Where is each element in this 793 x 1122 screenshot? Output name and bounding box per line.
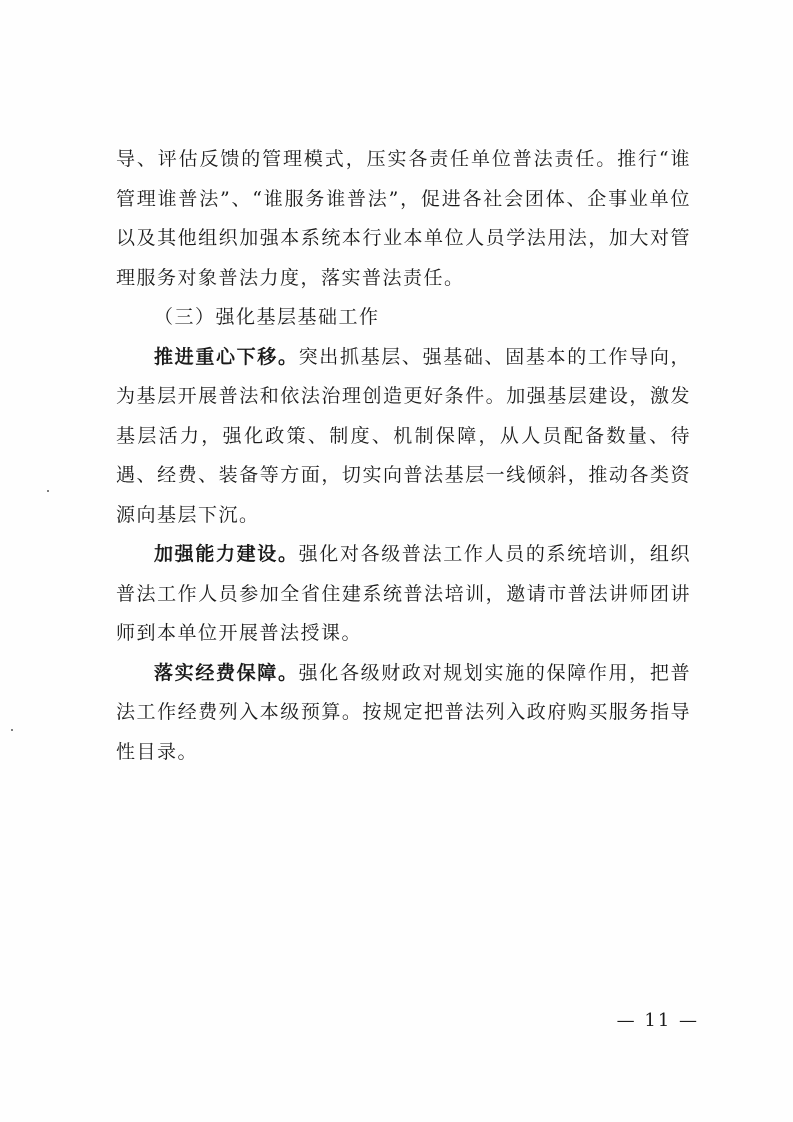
paragraph-body: 突出抓基层、强基础、固基本的工作导向，为基层开展普法和依法治理创造更好条件。加强基层建设，激发基层活力，强化政策、制度、机制保障，从人员配备数量、待遇、经费、装备等方面，切实向普法基层一线倾斜，推动各类资源向基层下沉。 bbox=[116, 345, 691, 526]
paragraph-lead: 推进重心下移。 bbox=[154, 345, 299, 368]
paragraph-body: 强化对各级普法工作人员的系统培训，组织普法工作人员参加全省住建系统普法培训，邀请市普法讲师团讲师到本单位开展普法授课。 bbox=[116, 543, 691, 644]
paragraph-body: 强化各级财政对规划实施的保障作用，把普法工作经费列入本级预算。按规定把普法列入政府购买服务指导性目录。 bbox=[116, 661, 691, 763]
body-text bbox=[116, 140, 691, 772]
paragraph-lead: 落实经费保障。 bbox=[154, 661, 299, 684]
scan-speck bbox=[47, 490, 49, 492]
paragraph-item bbox=[116, 535, 691, 654]
section-heading: （三）强化基层基础工作 bbox=[154, 306, 380, 328]
page-number: — 11 — bbox=[616, 1010, 699, 1031]
scan-speck bbox=[11, 729, 13, 731]
paragraph-item bbox=[116, 338, 691, 536]
paragraph-lead: 加强能力建设。 bbox=[154, 543, 299, 565]
paragraph-continued: 导、评估反馈的管理模式，压实各责任单位普法责任。推行“谁管理谁普法”、“谁服务谁普法”，促进各社会团体、企事业单位以及其他组织加强本系统本行业本单位人员学法用法，加大对管理服务对象普法力度，落实普法责任。 bbox=[116, 148, 691, 289]
paragraph-item bbox=[116, 654, 691, 773]
